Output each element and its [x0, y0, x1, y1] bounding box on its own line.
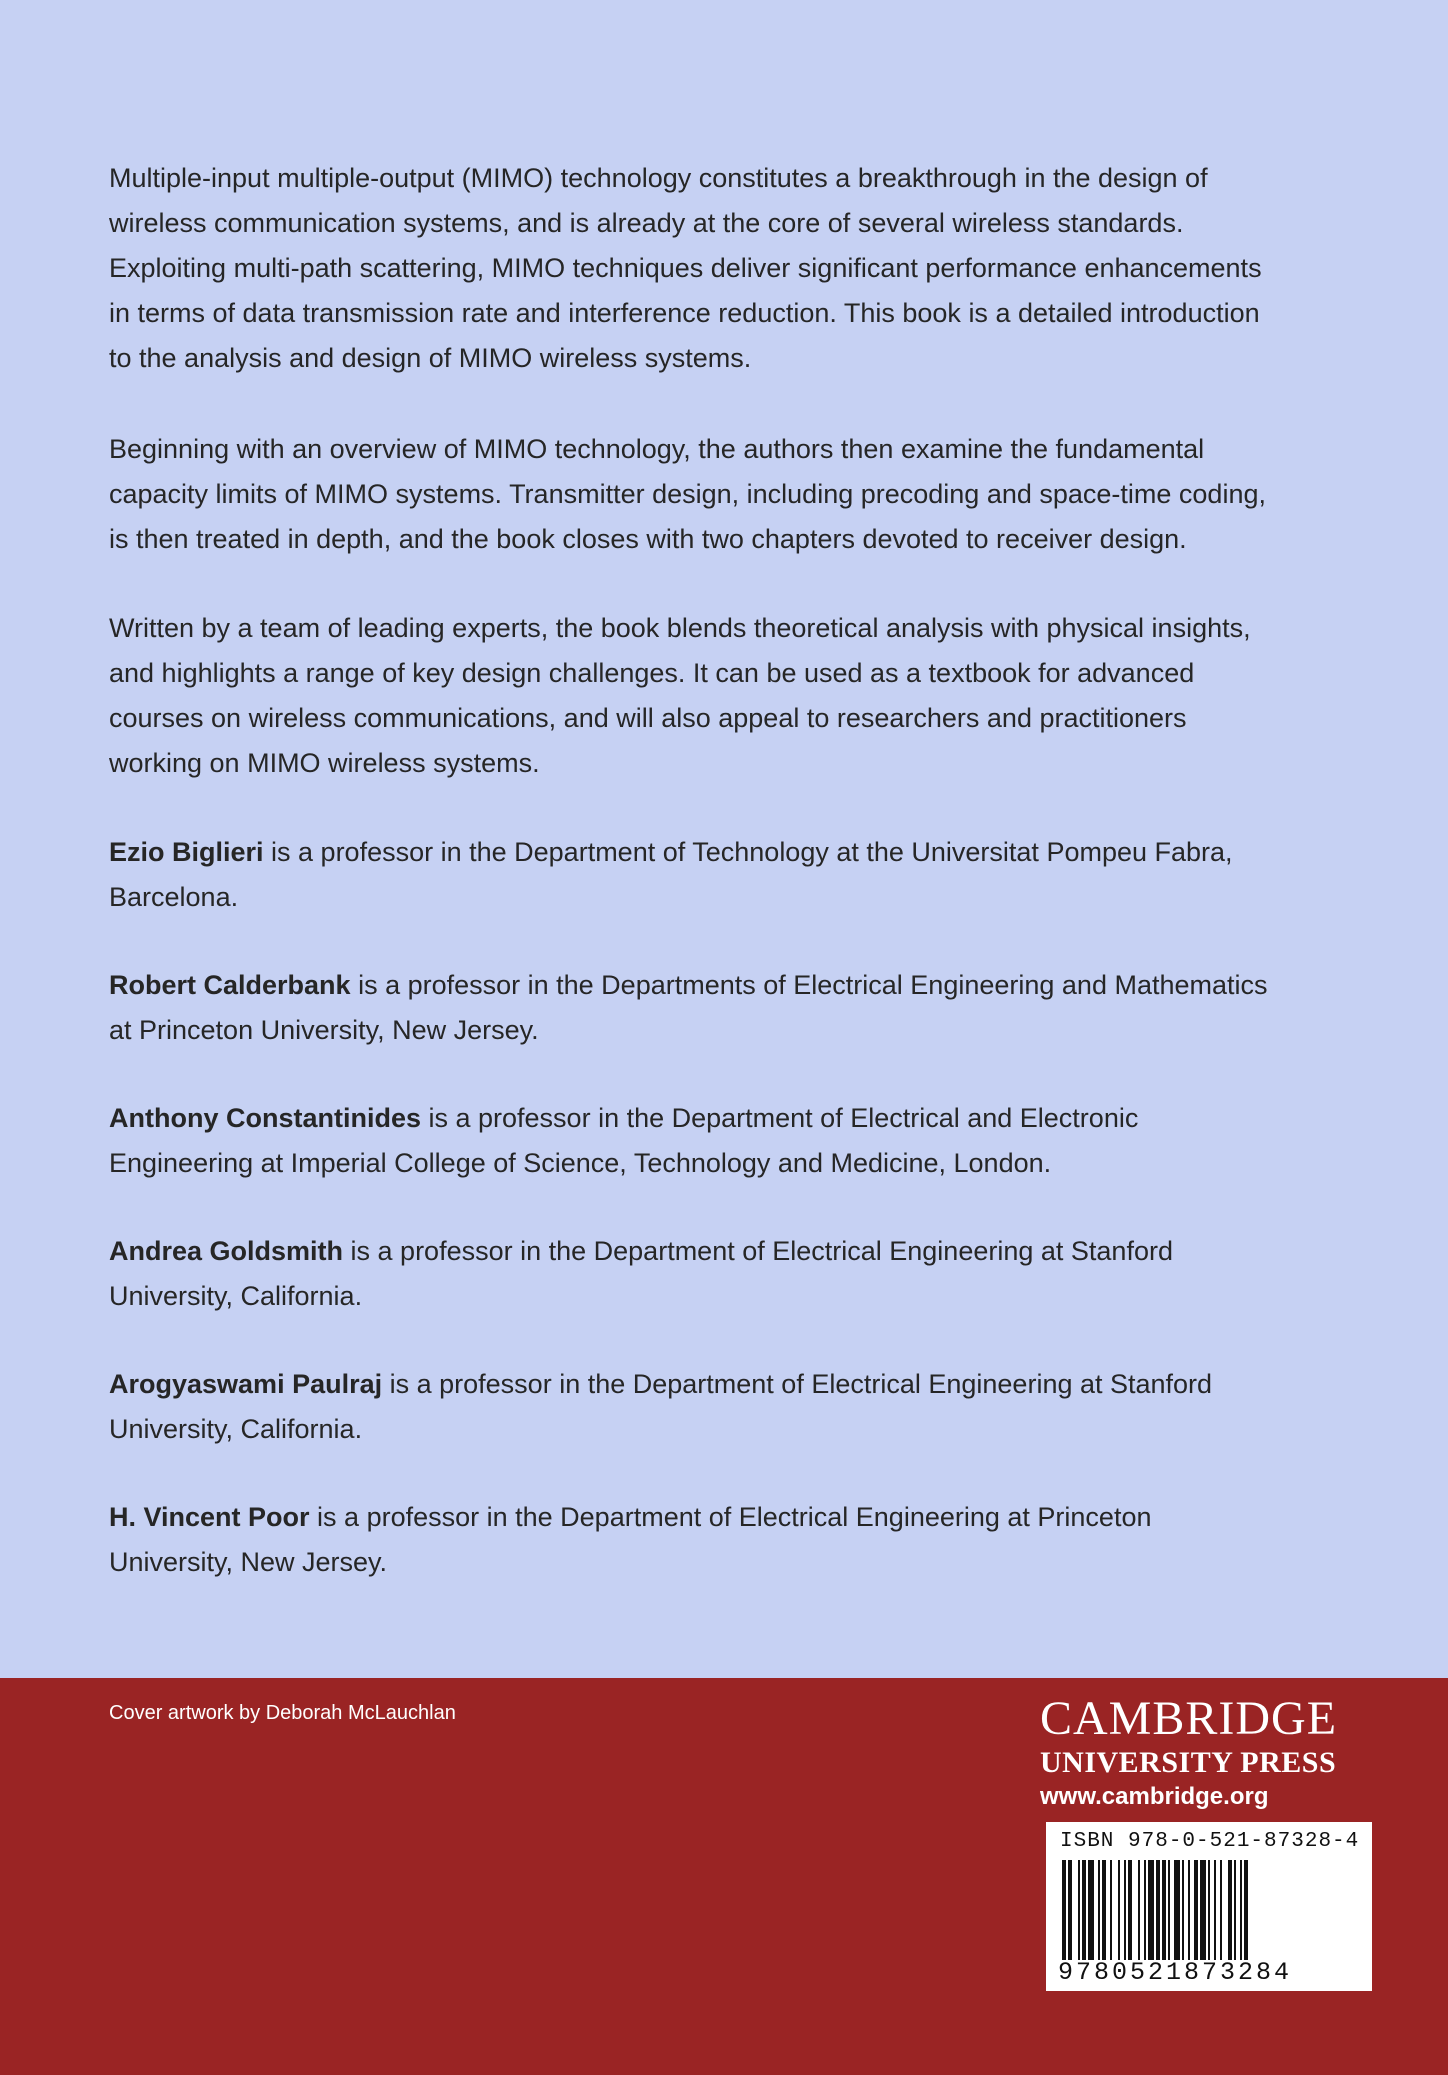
barcode-bar: [1128, 1860, 1132, 1960]
author-description: is a professor in the Department of Electrical Engineering at Stanford University, California.: [109, 1369, 1213, 1444]
author-name: Anthony Constantinides: [109, 1103, 421, 1133]
author-name: Robert Calderbank: [109, 970, 351, 1000]
barcode-bar: [1102, 1860, 1106, 1960]
barcode-bar: [1148, 1860, 1154, 1960]
barcode-bar: [1144, 1860, 1146, 1960]
barcode-bar: [1098, 1860, 1100, 1960]
author-bio: [109, 830, 1269, 920]
barcode-bar: [1182, 1860, 1184, 1960]
publisher-url: www.cambridge.org: [1040, 1783, 1269, 1810]
barcode: [1058, 1860, 1360, 1960]
blurb-paragraph-3: Written by a team of leading experts, the book blends theoretical analysis with physical insights, and highlights a range of key design challenges. It can be used as a textbook for advanced courses on wireless communications, and will also appeal to researchers and practitioners working on MIMO wireless systems.: [109, 613, 1251, 778]
barcode-bar: [1062, 1860, 1066, 1960]
publisher-name: CAMBRIDGE: [1040, 1692, 1338, 1745]
author-description: is a professor in the Department of Electrical Engineering at Princeton University, New Jersey.: [109, 1502, 1152, 1577]
author-bio: [109, 1229, 1269, 1319]
barcode-bar: [1110, 1860, 1112, 1960]
barcode-bar: [1228, 1860, 1232, 1960]
ean-number: 9780521873284: [1058, 1958, 1293, 1987]
barcode-bar: [1174, 1860, 1180, 1960]
author-description: is a professor in the Department of Electrical Engineering at Stanford University, California.: [109, 1236, 1173, 1311]
author-description: is a professor in the Department of Technology at the Universitat Pompeu Fabra, Barcelona.: [109, 837, 1233, 912]
barcode-bar: [1082, 1860, 1086, 1960]
author-description: is a professor in the Departments of Electrical Engineering and Mathematics at Princeton University, New Jersey.: [109, 970, 1268, 1045]
author-bio: [109, 1362, 1269, 1452]
barcode-bar: [1208, 1860, 1210, 1960]
barcode-box: [1046, 1822, 1372, 1991]
barcode-bar: [1220, 1860, 1222, 1960]
barcode-bar: [1078, 1860, 1080, 1960]
barcode-bar: [1194, 1860, 1198, 1960]
blurb: [109, 156, 1269, 1628]
author-bio: [109, 1495, 1269, 1585]
barcode-bar: [1244, 1860, 1248, 1960]
author-name: Arogyaswami Paulraj: [109, 1369, 383, 1399]
blurb-paragraph-2: Beginning with an overview of MIMO technology, the authors then examine the fundamental capacity limits of MIMO systems. Transmitter design, including precoding and space-time coding, is then treated in depth, and the book closes with two chapters devoted to receiver design.: [109, 434, 1266, 554]
barcode-bar: [1156, 1860, 1160, 1960]
author-name: H. Vincent Poor: [109, 1502, 310, 1532]
author-bio: [109, 963, 1269, 1053]
barcode-bar: [1124, 1860, 1126, 1960]
author-name: Ezio Biglieri: [109, 837, 264, 867]
barcode-bar: [1234, 1860, 1236, 1960]
isbn-label: ISBN 978-0-521-87328-4: [1060, 1830, 1360, 1853]
barcode-bar: [1240, 1860, 1242, 1960]
barcode-bar: [1214, 1860, 1216, 1960]
blurb-paragraph-1: Multiple-input multiple-output (MIMO) technology constitutes a breakthrough in the design of wireless communication systems, and is already at the core of several wireless standards. Exploiting multi-path scattering, MIMO techniques deliver significant performance enhancements in terms of data transmission rate and interference reduction. This book is a detailed introduction to the analysis and design of MIMO wireless systems.: [109, 163, 1262, 373]
barcode-bar: [1088, 1860, 1094, 1960]
barcode-bar: [1118, 1860, 1120, 1960]
barcode-bar: [1162, 1860, 1166, 1960]
barcode-bar: [1188, 1860, 1190, 1960]
barcode-bar: [1200, 1860, 1206, 1960]
barcode-bar: [1068, 1860, 1072, 1960]
publisher-logo: [1040, 1692, 1380, 1814]
author-name: Andrea Goldsmith: [109, 1236, 344, 1266]
publisher-subtitle: UNIVERSITY PRESS: [1040, 1746, 1337, 1779]
author-description: is a professor in the Department of Electrical and Electronic Engineering at Imperial College of Science, Technology and Medicine, London.: [109, 1103, 1139, 1178]
barcode-bar: [1138, 1860, 1140, 1960]
barcode-bar: [1168, 1860, 1170, 1960]
author-bio: [109, 1096, 1269, 1186]
cover-credit: Cover artwork by Deborah McLauchlan: [109, 1702, 456, 1724]
